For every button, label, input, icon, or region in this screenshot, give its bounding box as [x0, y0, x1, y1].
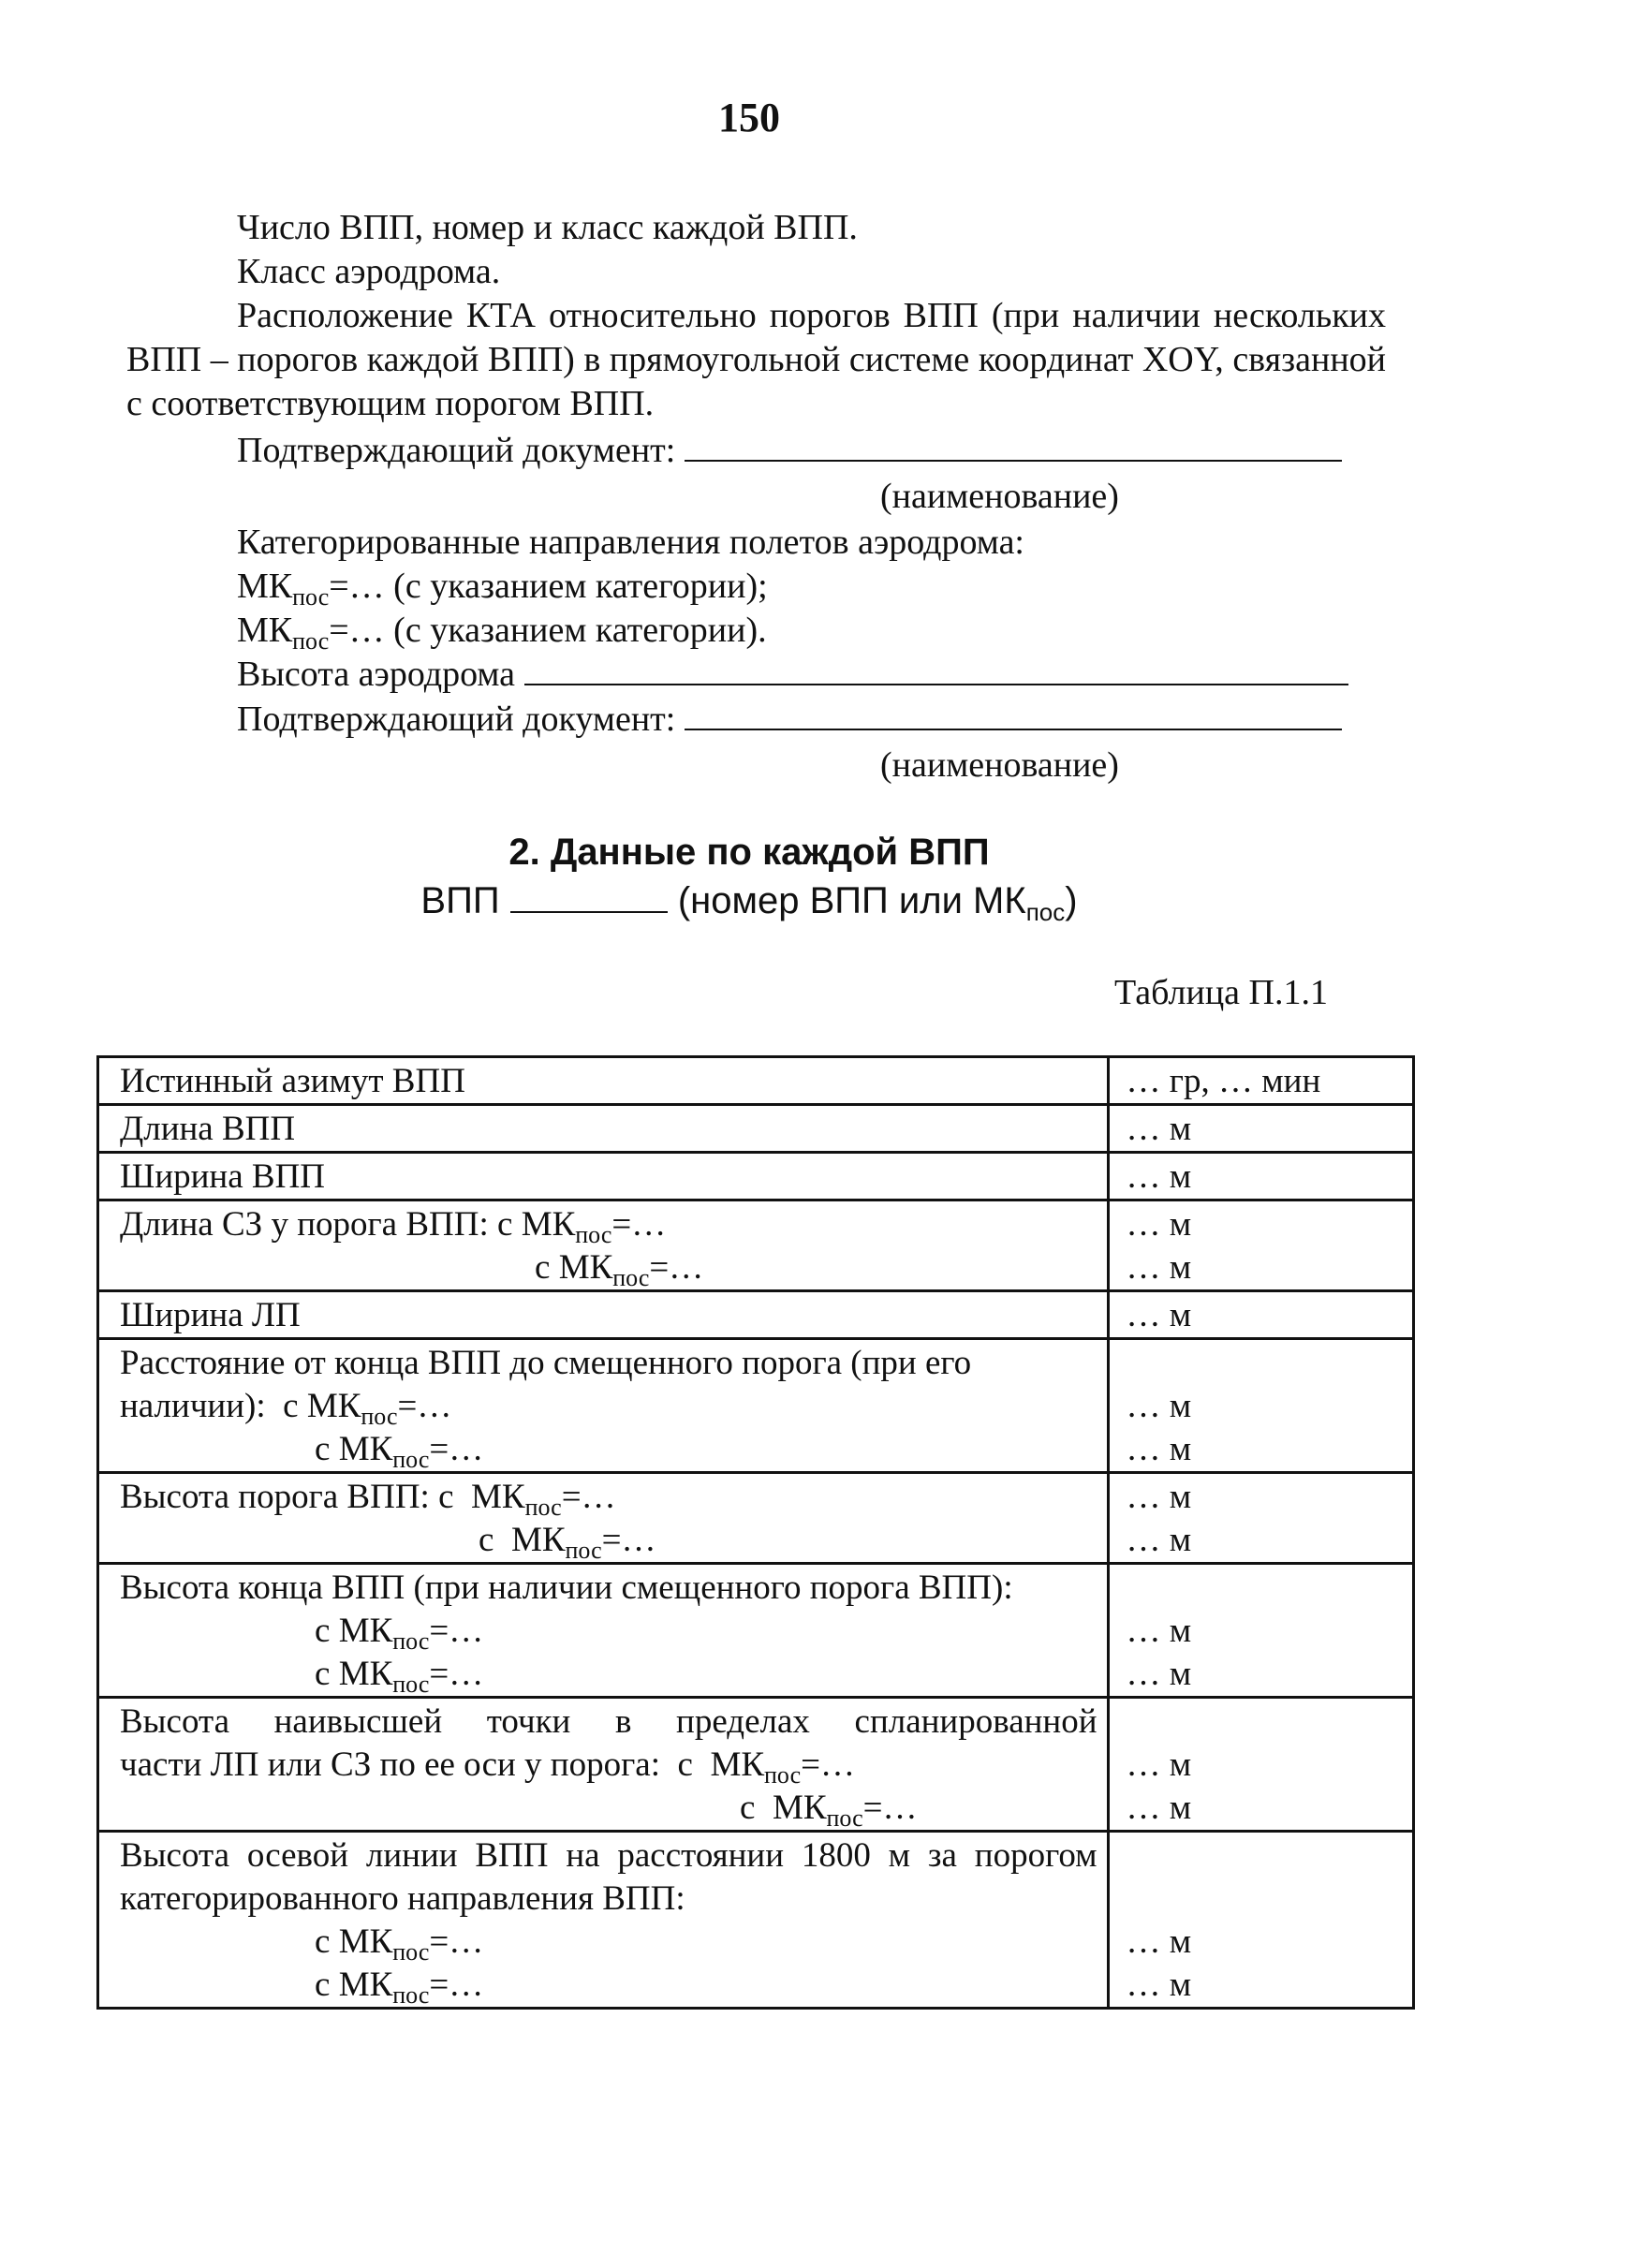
mk-sub: пос	[392, 1938, 430, 1966]
value-line: … м	[1126, 1655, 1192, 1693]
table-row	[98, 1698, 1414, 1832]
row-label-text: Расстояние от конца ВПП до смещенного порога (при его	[120, 1344, 972, 1382]
mk-line-1	[237, 565, 768, 611]
mk-sub: пос	[612, 1264, 650, 1291]
mk-sub: пос	[361, 1403, 398, 1430]
mk-line-2	[237, 609, 767, 655]
value-line: … м	[1126, 1387, 1192, 1425]
mk-text: МК	[237, 567, 293, 606]
row-value: … гр, … мин	[1108, 1057, 1413, 1105]
mk-sub: пос	[764, 1761, 802, 1789]
row-label-text: части ЛП или СЗ по ее оси у порога:	[120, 1745, 660, 1784]
elevation-line	[237, 653, 1348, 696]
subtitle-close: )	[1065, 880, 1078, 921]
row-label: Ширина ВПП	[98, 1153, 1109, 1200]
confirm-doc-line-2	[237, 698, 1342, 741]
row-subline	[120, 1653, 1097, 1696]
row-label: Длина ВПП	[98, 1105, 1109, 1153]
mk-sub: пос	[392, 1671, 430, 1698]
mk-text: МК	[338, 1430, 393, 1468]
mk-text: МК	[471, 1478, 525, 1516]
c-text: с	[315, 1966, 331, 2004]
row-label	[98, 1473, 1109, 1564]
row-value	[1108, 1473, 1413, 1564]
table-row	[98, 1339, 1414, 1473]
name-note-1: (наименование)	[880, 477, 1119, 516]
row-label-text: Длина СЗ у порога ВПП:	[120, 1205, 489, 1244]
row-value: … м	[1108, 1291, 1413, 1339]
row-label-text: Высота конца ВПП (при наличии смещенного порога ВПП):	[120, 1568, 1013, 1607]
row-value: … м	[1108, 1153, 1413, 1200]
mk-text: МК	[710, 1745, 765, 1784]
eq-text: =…	[801, 1745, 855, 1784]
intro-kta-text: Расположение КТА относительно порогов ВПП (при наличии нескольких ВПП – порогов каждой ВПП) в прямоугольной системе координат XOY, связанной с соответствующим порогом ВПП.	[126, 296, 1386, 423]
c-text: с	[677, 1745, 693, 1784]
row-label	[98, 1339, 1109, 1473]
table-row	[98, 1153, 1414, 1200]
row-value	[1108, 1832, 1413, 2009]
mk-sub: пос	[826, 1804, 863, 1832]
table-row	[98, 1200, 1414, 1291]
mk-sub: пос	[292, 583, 330, 611]
mk-text: МК	[237, 611, 293, 650]
table-row	[98, 1057, 1414, 1105]
categorized-label: Категорированные направления полетов аэродрома:	[237, 523, 1024, 562]
mk-text: МК	[558, 1248, 613, 1287]
mk-text: МК	[338, 1966, 393, 2004]
eq-text: =…	[429, 1966, 484, 2004]
eq-text: =…	[429, 1612, 484, 1650]
mk-text: МК	[306, 1387, 361, 1425]
row-subline	[120, 1964, 1097, 2007]
row-label-text: Высота осевой линии ВПП на расстоянии 1800 м за порогом категорированного направления ВПП:	[120, 1836, 1097, 1918]
intro-line-kta	[126, 294, 1386, 426]
value-line: … м	[1126, 1966, 1192, 2004]
section-subtitle	[0, 880, 1498, 926]
mk-text: МК	[338, 1655, 393, 1693]
value-line: … м	[1126, 1612, 1192, 1650]
section-title: 2. Данные по каждой ВПП	[508, 832, 990, 873]
mk-text: МК	[510, 1521, 566, 1559]
value-line: … м	[1126, 1521, 1192, 1559]
eq-text: =…	[611, 1205, 667, 1244]
mk-sub: пос	[392, 1446, 430, 1473]
name-note-2: (наименование)	[880, 745, 1119, 785]
row-label	[98, 1564, 1109, 1698]
confirm-doc-label: Подтверждающий документ:	[237, 700, 676, 739]
page-number: 150	[718, 95, 780, 140]
value-line: … м	[1126, 1789, 1192, 1827]
c-text: с	[315, 1612, 331, 1650]
eq-text: =…	[649, 1248, 704, 1287]
row-value	[1108, 1564, 1413, 1698]
row-label: Истинный азимут ВПП	[98, 1057, 1109, 1105]
confirm-doc-blank	[685, 432, 1342, 462]
mk-sub: пос	[392, 1981, 430, 2009]
c-text: с	[479, 1521, 494, 1559]
c-text: с	[438, 1478, 454, 1516]
table-row	[98, 1473, 1414, 1564]
subtitle-suffix: (номер ВПП или МК	[677, 880, 1026, 921]
row-value: … м	[1108, 1105, 1413, 1153]
row-subline	[120, 1246, 1097, 1289]
row-label: Ширина ЛП	[98, 1291, 1109, 1339]
confirm-doc-line-1	[237, 429, 1342, 472]
c-text: с	[283, 1387, 299, 1425]
row-label	[98, 1698, 1109, 1832]
mk-text: МК	[772, 1789, 827, 1827]
row-value	[1108, 1200, 1413, 1291]
intro-line-runways	[126, 206, 1386, 250]
mk-text: МК	[338, 1612, 393, 1650]
row-subline	[120, 1921, 1097, 1964]
eq-text: =…	[397, 1387, 452, 1425]
mk-line-2-suffix: =… (с указанием категории).	[329, 611, 767, 650]
row-subline	[120, 1519, 1097, 1562]
c-text: с	[497, 1205, 513, 1244]
value-line: … м	[1126, 1248, 1192, 1287]
runway-number-blank	[510, 883, 668, 913]
row-label-text: наличии):	[120, 1387, 266, 1425]
table-row	[98, 1564, 1414, 1698]
row-subline	[120, 1610, 1097, 1653]
runway-data-table	[96, 1055, 1415, 2010]
eq-text: =…	[429, 1430, 484, 1468]
eq-text: =…	[429, 1655, 484, 1693]
confirm-doc-label: Подтверждающий документ:	[237, 431, 676, 470]
row-label	[98, 1832, 1109, 2009]
mk-sub: пос	[575, 1221, 612, 1248]
row-subline	[120, 1428, 1097, 1471]
confirm-doc-blank	[685, 700, 1342, 730]
row-subline	[120, 1787, 1097, 1830]
row-label-text: Высота наивысшей точки в пределах спланированной	[120, 1702, 1097, 1741]
intro-runways-text: Число ВПП, номер и класс каждой ВПП.	[237, 208, 858, 247]
mk-sub: пос	[565, 1537, 602, 1564]
mk-text: МК	[338, 1922, 393, 1961]
row-label-text: Высота порога ВПП:	[120, 1478, 430, 1516]
table-row	[98, 1832, 1414, 2009]
mk-sub: пос	[392, 1627, 430, 1655]
eq-text: =…	[561, 1478, 616, 1516]
eq-text: =…	[601, 1521, 656, 1559]
row-value	[1108, 1698, 1413, 1832]
intro-class-text: Класс аэродрома.	[237, 252, 501, 291]
c-text: с	[315, 1922, 331, 1961]
value-line: … м	[1126, 1430, 1192, 1468]
mk-text: МК	[521, 1205, 576, 1244]
eq-text: =…	[429, 1922, 484, 1961]
row-subline	[120, 1744, 1097, 1787]
subtitle-prefix: ВПП	[420, 880, 500, 921]
value-line: … м	[1126, 1922, 1192, 1961]
c-text: с	[315, 1430, 331, 1468]
row-label	[98, 1200, 1109, 1291]
table-row	[98, 1291, 1414, 1339]
subtitle-sub: пос	[1025, 898, 1066, 926]
table-row	[98, 1105, 1414, 1153]
value-line: … м	[1126, 1205, 1192, 1244]
value-line: … м	[1126, 1478, 1192, 1516]
value-line: … м	[1126, 1745, 1192, 1784]
c-text: с	[740, 1789, 756, 1827]
elevation-label: Высота аэродрома	[237, 655, 516, 694]
elevation-blank	[524, 655, 1348, 685]
c-text: с	[315, 1655, 331, 1693]
table-caption: Таблица П.1.1	[1114, 973, 1328, 1012]
row-value	[1108, 1339, 1413, 1473]
c-text: с	[535, 1248, 551, 1287]
mk-line-1-suffix: =… (с указанием категории);	[329, 567, 768, 606]
row-subline	[120, 1385, 1097, 1428]
mk-sub: пос	[292, 627, 330, 655]
eq-text: =…	[862, 1789, 918, 1827]
intro-line-class	[126, 250, 1386, 294]
mk-sub: пос	[524, 1494, 562, 1521]
